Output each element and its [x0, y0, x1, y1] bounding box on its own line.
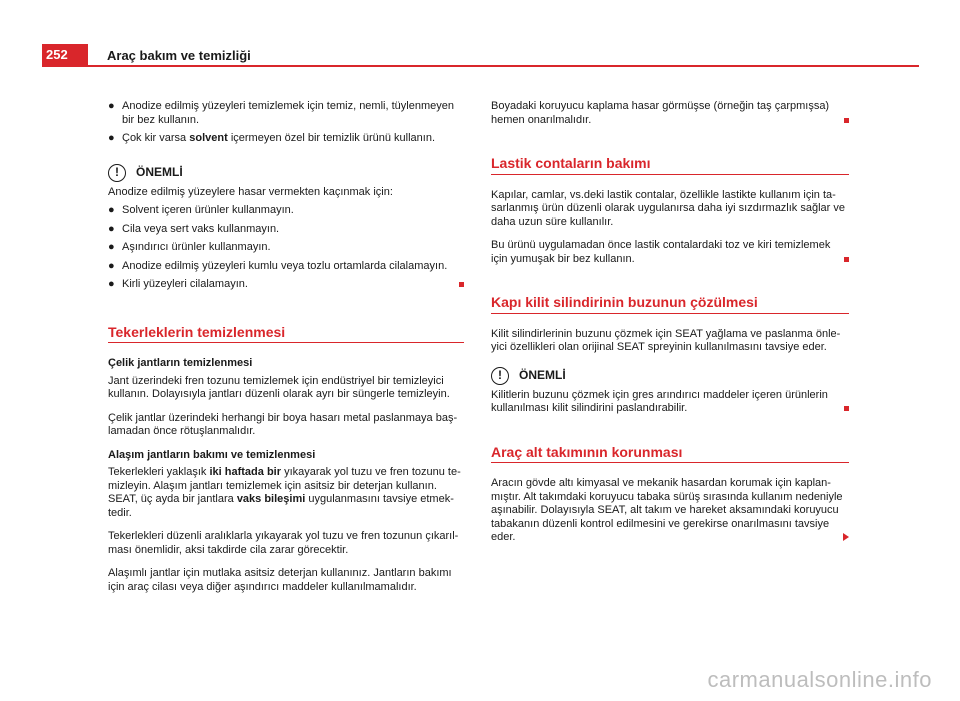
list-item: ● Solvent içeren ürünler kullanmayın. — [108, 204, 294, 216]
warning-header: ! ÖNEMLİ — [491, 367, 849, 385]
list-item: ● Anodize edilmiş yüzeyleri kumlu veya tozlu ortamlarda cilalamayın. — [108, 259, 448, 272]
header-rule — [42, 65, 919, 67]
warning-header: ! ÖNEMLİ — [108, 164, 464, 182]
continue-arrow-icon — [843, 533, 849, 541]
section-title-underbody: Araç alt takımının korunması — [491, 446, 849, 464]
section-end-marker — [459, 282, 464, 287]
section-title-lock: Kapı kilit silindirinin buzunun çözülmesi — [491, 296, 849, 314]
left-column: ● Anodize edilmiş yüzeyleri temizlemek için temiz, nemli, tüylenmeyen bir bez kullanın. ● Çok kir varsa solvent içermeyen özel bir temizlik ürünü kullanın. ! ÖNEMLİ Anodize edilmiş yüzeylere hasar vermekten kaçınmak için: ● Solvent içeren ürünler kullanmayın. ● Cila veya sert vaks kullanmayın. ● Aşındırıcı ürünler kullanmayın. ● Anodize edilmiş yüzeyleri kumlu veya tozlu ortamlarda cilalamayın. ● Kirli yüzeyleri cilalamayın. Tekerleklerin temizlenmesi Çelik jantların temizlenmesi Jant üzerindeki fren tozunu temizlemek için endüstriyel bir temizleyici kullanın. Dolayısıyla jantları düzenli olarak ayrı bir süngerle temizleyin. Çelik jantlar üzerindeki herhangi bir boya hasarı metal paslanmaya baş-lamadan önce rötuşlanmalıdır. Alaşım jantların bakımı ve temizlenmesi Tekerlekleri yaklaşık iki haftada bir yıkayarak yol tuzu ve fren tozunu te-mizleyin. Alaşım jantları temizlemek için asitsiz bir deterjan kullanın. SEAT, üç ayda bir jantlara vaks bileşimi uygulanmasını tavsiye etmek-tedir. Tekerlekleri düzenli aralıklarla yıkayarak yol tuzu ve fren tozunun çıkarıl-ması önemlidir, aksi takdirde cila zarar görecektir. Alaşımlı jantlar için mutlaka asitsiz deterjan kullanınız. Jantların bakımı için araç cilası veya diğer aşındırıcı maddeler kullanılmamalıdır. — [108, 100, 464, 604]
list-item: ● Aşındırıcı ürünler kullanmayın. — [108, 241, 271, 253]
warning-intro: Anodize edilmiş yüzeylere hasar vermekten kaçınmak için: — [108, 185, 393, 198]
list-item: ● Çok kir varsa solvent içermeyen özel bir temizlik ürünü kullanın. — [108, 132, 436, 144]
page-number: 252 — [46, 47, 68, 62]
list-item: ● Cila veya sert vaks kullanmayın. — [108, 222, 280, 235]
list-item: ● Anodize edilmiş yüzeyleri temizlemek için temiz, nemli, tüylenmeyen bir bez kullanın. — [108, 100, 454, 126]
section-title-seals: Lastik contaların bakımı — [491, 157, 849, 175]
section-end-marker — [844, 257, 849, 262]
subheading: Alaşım jantların bakımı ve temizlenmesi — [108, 448, 316, 461]
page-title: Araç bakım ve temizliği — [107, 48, 251, 63]
right-column: Boyadaki koruyucu kaplama hasar görmüşse (örneğin taş çarpmışsa) hemen onarılmalıdır. Lastik contaların bakımı Kapılar, camlar, vs.deki lastik contalar, özellikle lastikte kullanım için ta-sarlanmış ürün düzenli olarak uygulanırsa daha iyi sızdırmazlık sağlar ve daha uzun süre kullanılır. Bu ürünü uygulamadan önce lastik contalardaki toz ve kiri temizlemek için yumuşak bir bez kullanın. Kapı kilit silindirinin buzunun çözülmesi Kilit silindirlerinin buzunu çözmek için SEAT yağlama ve paslanma önle-yici özellikleri olan orijinal SEAT spreyinin kullanılmasını tavsiye eder. ! ÖNEMLİ Kilitlerin buzunu çözmek için gres arındırıcı maddeler içeren ürünlerin kullanılması kilit silindirini paslandırabilir. Araç alt takımının korunması Aracın gövde altı kimyasal ve mekanik hasardan korumak için kaplan-mıştır. Alt takımdaki koruyucu tabaka sürüş sırasında kullanım nedeniyle aşınabilir. Dolayısıyla SEAT, alt takım ve hareket aksamındaki koruyucu tabakanın düzenli kontrol edilmesini ve gerekirse onarılmasını tavsiye eder. — [491, 100, 849, 555]
warning-icon: ! — [108, 164, 126, 182]
list-item: ● Kirli yüzeyleri cilalamayın. — [108, 278, 464, 292]
warning-icon: ! — [491, 367, 509, 385]
section-end-marker — [844, 406, 849, 411]
subheading: Çelik jantların temizlenmesi — [108, 357, 253, 369]
section-end-marker — [844, 118, 849, 123]
watermark: carmanualsonline.info — [707, 667, 932, 692]
section-title-wheels: Tekerleklerin temizlenmesi — [108, 326, 464, 344]
